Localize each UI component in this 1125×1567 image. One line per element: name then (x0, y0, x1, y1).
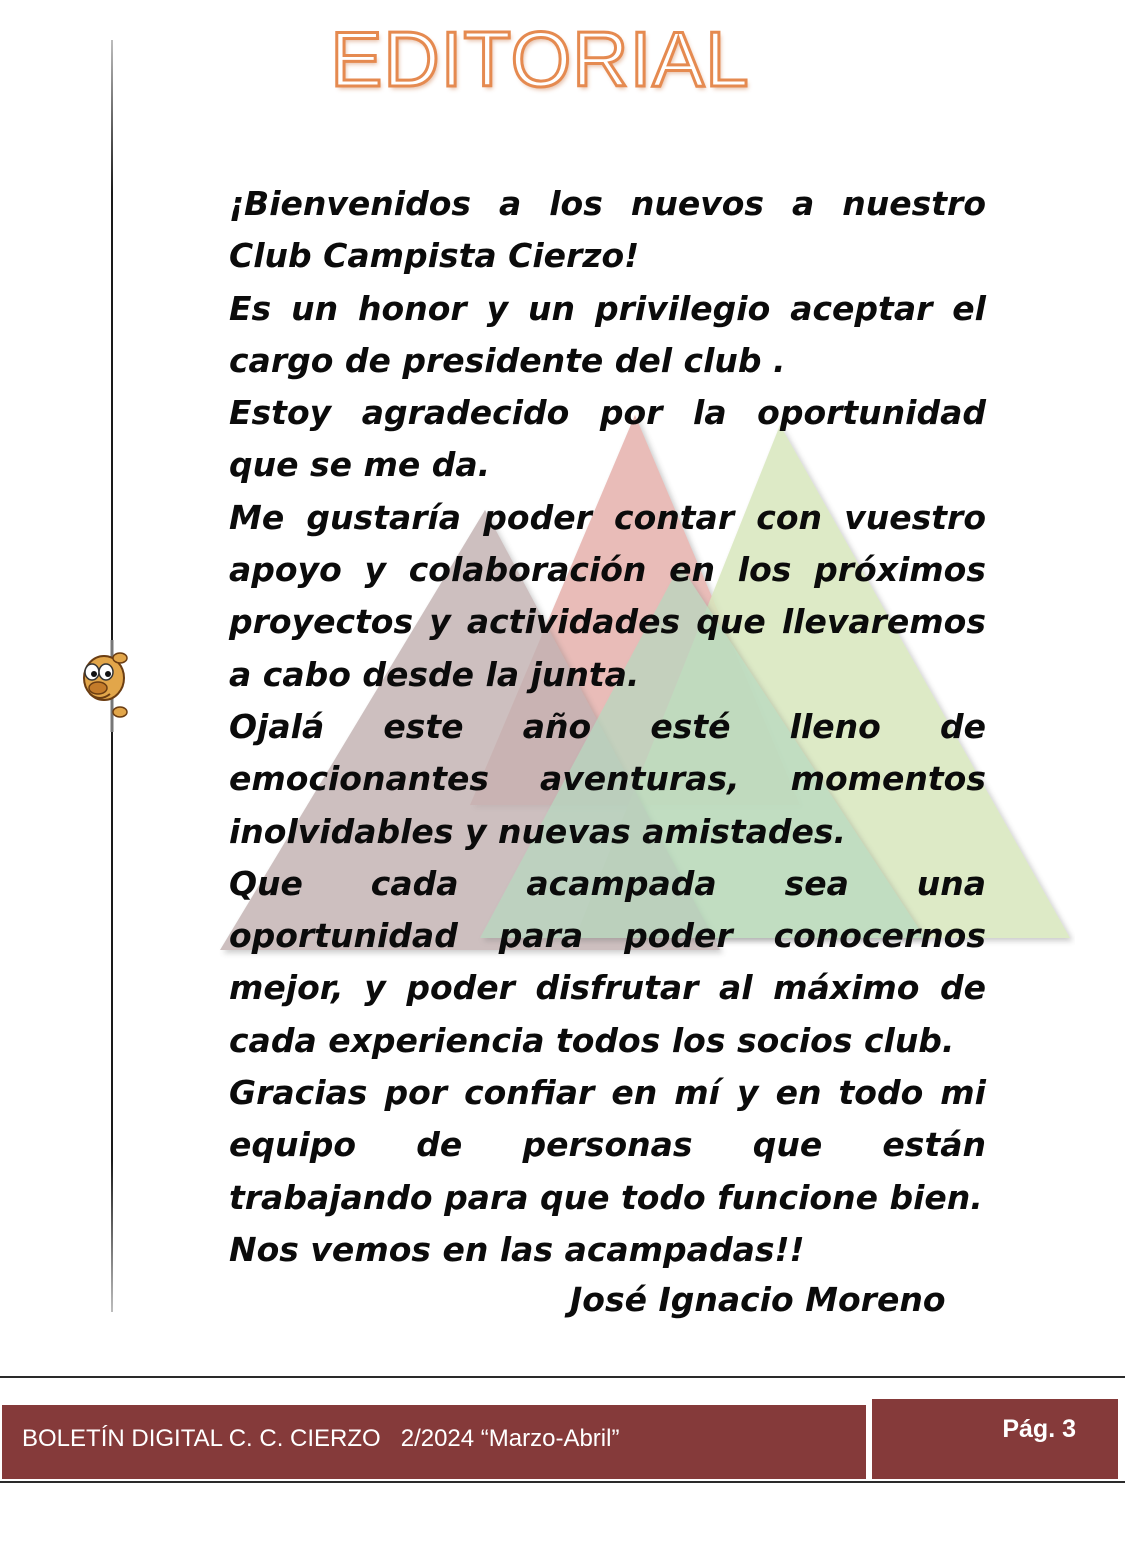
paragraph-closing: Nos vemos en las acampadas!! (229, 1229, 805, 1269)
paragraph-grateful: Estoy agradecido por la oportunidad que se me da. (229, 393, 986, 485)
signature: José Ignacio Moreno (570, 1280, 946, 1319)
paragraph-thanks: Gracias por confiar en mí y en todo mi equipo de personas que están trabajando para que todo funcione bien. (229, 1073, 986, 1217)
paragraph-camping: Que cada acampada sea una oportunidad para poder conocernos mejor, y poder disfrutar al máximo de cada experiencia todos los socios club. (229, 863, 986, 1060)
footer-bottom-rule (0, 1481, 1125, 1483)
footer-bar (2, 1405, 866, 1479)
page-title: EDITORIAL (330, 15, 750, 103)
bulletin-label: BOLETÍN DIGITAL C. C. CIERZO 2/2024 “Marzo-Abril” (22, 1425, 620, 1452)
paragraph-honor: Es un honor y un privilegio aceptar el cargo de presidente del club . (229, 288, 986, 380)
paragraph-welcome: ¡Bienvenidos a los nuevos a nuestro Club Campista Cierzo! (229, 184, 986, 276)
paragraph-support: Me gustaría poder contar con vuestro apoyo y colaboración en los próximos proyectos y actividades que llevaremos a cabo desde la junta. (229, 497, 986, 694)
peeking-mascot-icon (80, 636, 144, 736)
paragraph-wishes: Ojalá este año esté lleno de emocionantes aventuras, momentos inolvidables y nuevas amistades. (229, 706, 986, 851)
page-number: Pág. 3 (1002, 1415, 1076, 1443)
footer-top-rule (0, 1376, 1125, 1378)
page-number-box (872, 1399, 1118, 1479)
editorial-body (229, 178, 986, 1276)
